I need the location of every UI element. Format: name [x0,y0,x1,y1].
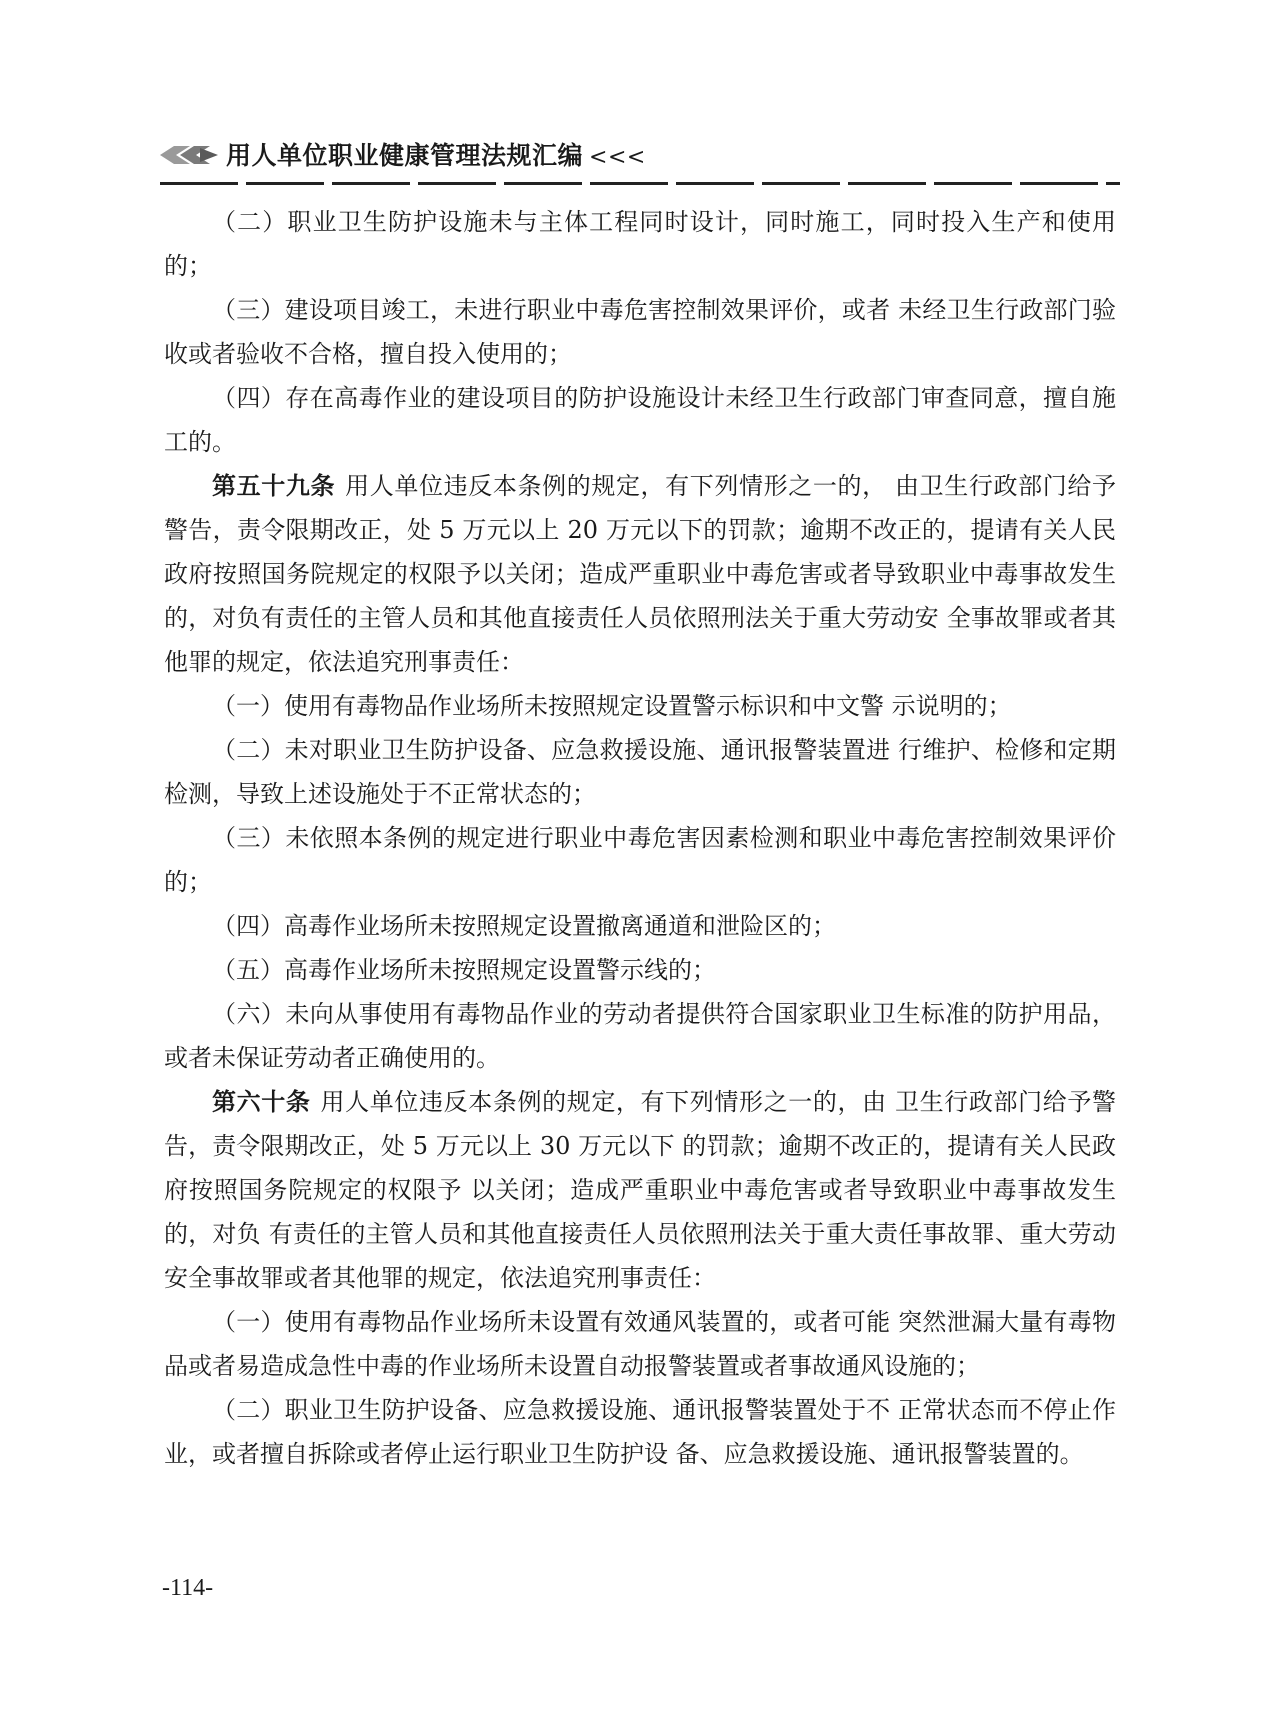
page-number: -114- [162,1575,214,1601]
rule-segment [676,182,754,185]
article-paragraph: 第六十条 用人单位违反本条例的规定，有下列情形之一的，由 卫生行政部门给予警告，责令限期改正，处 5 万元以上 30 万元以下 的罚款；逾期不改正的，提请有关人民政府按照国务院规定的权限予 以关闭；造成严重职业中毒危害或者导致职业中毒事故发生的，对负 有责任的主管人员和其他直接责任人员依照刑法关于重大责任事故罪、重大劳动安全事故罪或者其他罪的规定，依法追究刑事责任： [164,1087,1116,1292]
rule-segment [504,182,582,185]
paragraph: （一）使用有毒物品作业场所未按照规定设置警示标识和中文警 示说明的； [212,692,1012,720]
paragraph: （四）高毒作业场所未按照规定设置撤离通道和泄险区的； [212,912,836,940]
rule-segment [590,182,668,185]
rule-segment [332,182,410,185]
paragraph: （二）职业卫生防护设施未与主体工程同时设计，同时施工，同时投入生产和使用的； [164,208,1116,280]
paragraph: （四）存在高毒作业的建设项目的防护设施设计未经卫生行政部门审查同意，擅自施工的。 [164,384,1116,456]
article-paragraph: 第五十九条 用人单位违反本条例的规定，有下列情形之一的， 由卫生行政部门给予警告，责令限期改正，处 5 万元以上 20 万元以下的罚款；逾期不改正的，提请有关人民政府按照国务院规定的权限予以关闭；造成严重职业中毒危害或者导致职业中毒事故发生的，对负有责任的主管人员和其他直接责任人员依照刑法关于重大劳动安 全事故罪或者其他罪的规定，依法追究刑事责任： [164,471,1116,676]
paragraph: （一）使用有毒物品作业场所未设置有效通风装置的，或者可能 突然泄漏大量有毒物品或者易造成急性中毒的作业场所未设置自动报警装置或者事故通风设施的； [164,1308,1116,1380]
rule-segment [1106,182,1120,185]
page-body [164,200,1116,1476]
paragraph: （二）未对职业卫生防护设备、应急救援设施、通讯报警装置进 行维护、检修和定期检测，导致上述设施处于不正常状态的； [164,736,1116,808]
article-heading: 第六十条 [212,1087,311,1116]
double-arrow-chevron-icon [160,142,224,168]
book-title: 用人单位职业健康管理法规汇编 <<< [226,141,646,170]
header-marks: <<< [589,145,646,170]
paragraph: （五）高毒作业场所未按照规定设置警示线的； [212,956,716,984]
rule-segment [160,182,238,185]
rule-segment [934,182,1012,185]
header-divider [160,182,1120,185]
paragraph: （三）建设项目竣工，未进行职业中毒危害控制效果评价，或者 未经卫生行政部门验收或者验收不合格，擅自投入使用的； [164,296,1116,368]
rule-segment [1020,182,1098,185]
article-heading: 第五十九条 [212,471,336,500]
paragraph: （二）职业卫生防护设备、应急救援设施、通讯报警装置处于不 正常状态而不停止作业，或者擅自拆除或者停止运行职业卫生防护设 备、应急救援设施、通讯报警装置的。 [164,1396,1116,1468]
rule-segment [762,182,840,185]
paragraph: （六）未向从事使用有毒物品作业的劳动者提供符合国家职业卫生标准的防护用品，或者未保证劳动者正确使用的。 [164,1000,1116,1072]
rule-segment [848,182,926,185]
rule-segment [418,182,496,185]
paragraph: （三）未依照本条例的规定进行职业中毒危害因素检测和职业中毒危害控制效果评价的； [164,824,1116,896]
rule-segment [246,182,324,185]
running-header [160,138,1120,178]
